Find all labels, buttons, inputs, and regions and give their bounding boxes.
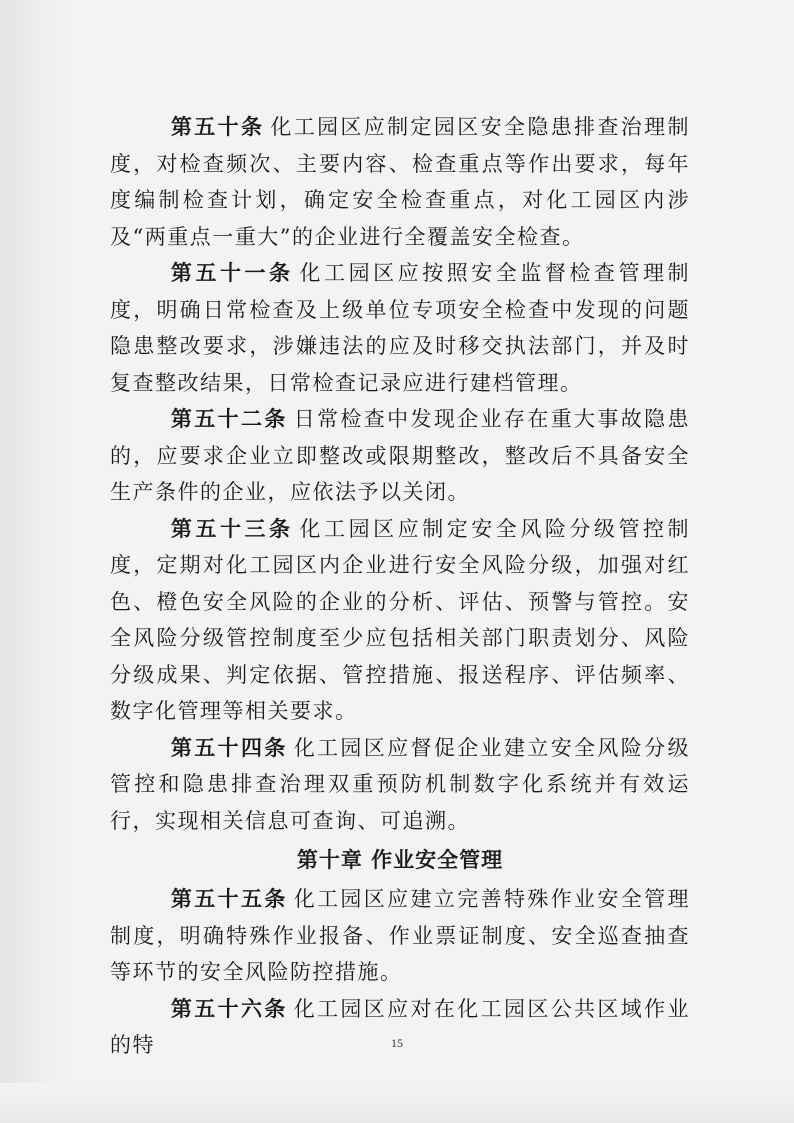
article-number: 第五十一条	[170, 260, 294, 285]
article-51	[110, 255, 690, 401]
article-number: 第五十五条	[170, 886, 288, 911]
article-50	[110, 109, 690, 255]
scan-shadow-bottom	[0, 1083, 794, 1123]
article-text: 化工园区应对在化工园区公共区域作业的特	[110, 996, 690, 1057]
article-number: 第五十三条	[170, 515, 294, 541]
article-number: 第五十六条	[170, 995, 288, 1021]
article-number: 第五十四条	[170, 734, 288, 760]
article-54	[110, 730, 690, 840]
article-text: 化工园区应按照安全监督检查管理制度，明确日常检查及上级单位专项安全检查中发现的问题隐患整改要求，涉嫌违法的应及时移交执法部门，并及时复查整改结果，日常检查记录应进行建档管理。	[110, 261, 691, 395]
chapter-heading: 第十章 作业安全管理	[296, 848, 504, 872]
article-number: 第五十条	[170, 114, 265, 139]
article-text: 化工园区应制定安全风险分级管控制度，定期对化工园区内企业进行安全风险分级，加强对红色、橙色安全风险的企业的分析、评估、预警与管控。安全风险分级管控制度至少应包括相关部门职责划分、风险分级成果、判定依据、管控措施、报送程序、评估频率、数字化管理等相关要求。	[110, 516, 691, 723]
article-text: 化工园区应建立完善特殊作业安全管理制度，明确特殊作业报备、作业票证制度、安全巡查抽查等环节的安全风险防控措施。	[110, 887, 690, 984]
document-body	[110, 109, 690, 1064]
article-number: 第五十二条	[170, 406, 288, 431]
article-text: 日常检查中发现企业存在重大事故隐患的，应要求企业立即整改或限期整改，整改后不具备安全生产条件的企业，应依法予以关闭。	[110, 407, 690, 504]
article-text: 化工园区应制定园区安全隐患排查治理制度，对检查频次、主要内容、检查重点等作出要求，每年度编制检查计划，确定安全检查重点，对化工园区内涉及“两重点一重大”的企业进行全覆盖安全检查。	[110, 115, 691, 249]
article-text: 化工园区应督促企业建立安全风险分级管控和隐患排查治理双重预防机制数字化系统并有效运行，实现相关信息可查询、可追溯。	[110, 735, 690, 833]
page-number: 15	[391, 1036, 403, 1050]
article-53	[110, 511, 690, 730]
article-52	[110, 401, 690, 511]
scan-shadow-left	[0, 0, 68, 1123]
article-56	[110, 991, 690, 1064]
article-55	[110, 881, 690, 991]
